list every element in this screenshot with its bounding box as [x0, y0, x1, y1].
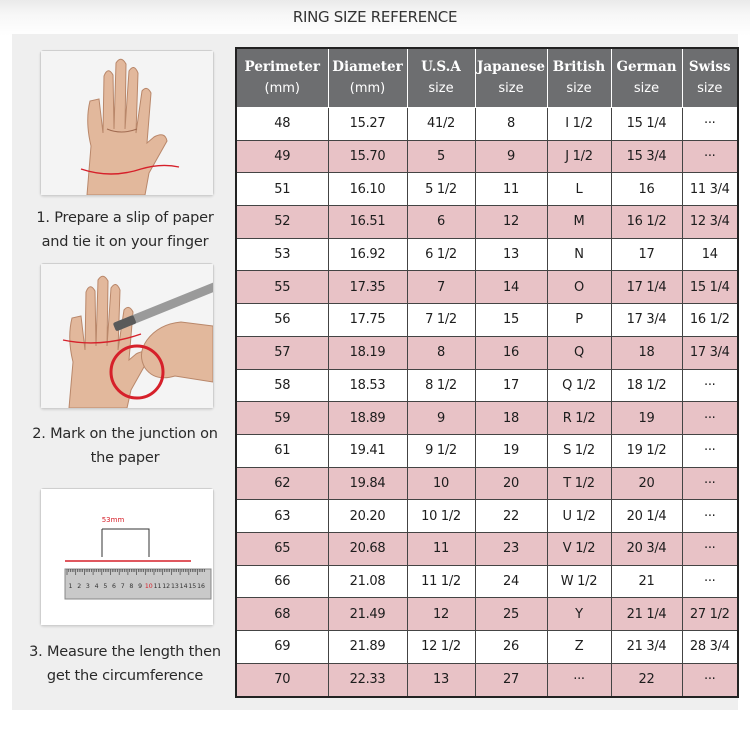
header-unit: size — [428, 81, 454, 96]
cell-japanese: 22 — [475, 500, 547, 533]
cell-german: 17 — [611, 238, 682, 271]
cell-swiss: ··· — [682, 369, 738, 402]
ruler-number: 6 — [112, 583, 116, 590]
table-header-row — [236, 48, 738, 108]
header-name: Diameter — [332, 59, 403, 75]
cell-german: 16 1/2 — [611, 206, 682, 239]
table-row — [236, 500, 738, 533]
ruler-number: 1 — [68, 583, 73, 590]
cell-diameter: 18.53 — [328, 369, 407, 402]
cell-usa: 41/2 — [407, 108, 475, 141]
cell-diameter: 15.70 — [328, 140, 407, 173]
step-1-illustration-hand-with-string — [40, 50, 214, 196]
cell-german: 20 — [611, 467, 682, 500]
cell-german: 18 — [611, 336, 682, 369]
header-name: Swiss — [688, 59, 731, 75]
hand-with-string-icon — [41, 51, 213, 195]
cell-usa: 9 — [407, 402, 475, 435]
cell-diameter: 17.35 — [328, 271, 407, 304]
step-3-line-1: 3. Measure the length then — [29, 644, 221, 660]
cell-diameter: 22.33 — [328, 663, 407, 697]
cell-swiss: ··· — [682, 108, 738, 141]
cell-japanese: 12 — [475, 206, 547, 239]
header-usa-size — [407, 48, 475, 108]
cell-diameter: 18.19 — [328, 336, 407, 369]
cell-usa: 5 — [407, 140, 475, 173]
cell-japanese: 11 — [475, 173, 547, 206]
cell-swiss: ··· — [682, 467, 738, 500]
cell-perimeter: 51 — [236, 173, 328, 206]
header-name: German — [616, 59, 677, 75]
table-row — [236, 206, 738, 239]
step-2-illustration-hand-with-pen — [40, 263, 214, 409]
cell-usa: 9 1/2 — [407, 434, 475, 467]
ruler-number: 4 — [94, 583, 99, 590]
cell-japanese: 13 — [475, 238, 547, 271]
cell-british: W 1/2 — [547, 565, 611, 598]
table-row — [236, 140, 738, 173]
ruler-number: 3 — [85, 583, 90, 590]
cell-swiss: ··· — [682, 500, 738, 533]
cell-japanese: 9 — [475, 140, 547, 173]
cell-british: O — [547, 271, 611, 304]
step-2-instructions — [20, 422, 230, 470]
cell-swiss: 17 3/4 — [682, 336, 738, 369]
cell-german: 18 1/2 — [611, 369, 682, 402]
cell-british: L — [547, 173, 611, 206]
header-british-size — [547, 48, 611, 108]
table-row — [236, 598, 738, 631]
cell-japanese: 16 — [475, 336, 547, 369]
cell-japanese: 27 — [475, 663, 547, 697]
header-name: Japanese — [477, 59, 545, 75]
cell-usa: 7 1/2 — [407, 304, 475, 337]
cell-usa: 13 — [407, 663, 475, 697]
cell-usa: 5 1/2 — [407, 173, 475, 206]
cell-british: Q — [547, 336, 611, 369]
header-name: Perimeter — [244, 59, 320, 75]
cell-usa: 10 1/2 — [407, 500, 475, 533]
cell-japanese: 8 — [475, 108, 547, 141]
cell-usa: 10 — [407, 467, 475, 500]
ruler-number: 5 — [103, 583, 108, 590]
cell-perimeter: 57 — [236, 336, 328, 369]
cell-diameter: 16.10 — [328, 173, 407, 206]
hand-with-pen-icon — [41, 264, 213, 408]
cell-british: Z — [547, 631, 611, 664]
table-row — [236, 402, 738, 435]
cell-japanese: 24 — [475, 565, 547, 598]
step-3-instructions — [20, 640, 230, 688]
table-row — [236, 108, 738, 141]
step-1-line-1: 1. Prepare a slip of paper — [36, 210, 214, 226]
ruler-number: 7 — [120, 583, 125, 590]
cell-british: P — [547, 304, 611, 337]
cell-perimeter: 61 — [236, 434, 328, 467]
cell-japanese: 18 — [475, 402, 547, 435]
header-unit: (mm) — [264, 81, 300, 96]
header-swiss-size — [682, 48, 738, 108]
table-row — [236, 663, 738, 697]
cell-japanese: 14 — [475, 271, 547, 304]
cell-usa: 6 — [407, 206, 475, 239]
step-1-line-2: and tie it on your finger — [41, 234, 209, 250]
cell-swiss: ··· — [682, 434, 738, 467]
ruler-number: 10 — [144, 583, 153, 590]
cell-german: 21 — [611, 565, 682, 598]
cell-swiss: 27 1/2 — [682, 598, 738, 631]
cell-swiss: ··· — [682, 663, 738, 697]
cell-japanese: 20 — [475, 467, 547, 500]
cell-german: 19 1/2 — [611, 434, 682, 467]
cell-british: V 1/2 — [547, 532, 611, 565]
cell-perimeter: 49 — [236, 140, 328, 173]
ruler-measure-label: 53mm — [101, 516, 125, 524]
cell-usa: 7 — [407, 271, 475, 304]
cell-diameter: 18.89 — [328, 402, 407, 435]
cell-diameter: 19.84 — [328, 467, 407, 500]
cell-perimeter: 53 — [236, 238, 328, 271]
cell-swiss: ··· — [682, 402, 738, 435]
table-row — [236, 271, 738, 304]
cell-swiss: 11 3/4 — [682, 173, 738, 206]
cell-swiss: 28 3/4 — [682, 631, 738, 664]
cell-british: S 1/2 — [547, 434, 611, 467]
cell-british: ··· — [547, 663, 611, 697]
header-unit: (mm) — [349, 81, 386, 96]
cell-perimeter: 58 — [236, 369, 328, 402]
cell-diameter: 17.75 — [328, 304, 407, 337]
table-row — [236, 173, 738, 206]
cell-usa: 11 1/2 — [407, 565, 475, 598]
table-row — [236, 565, 738, 598]
cell-perimeter: 65 — [236, 532, 328, 565]
step-1-instructions — [20, 206, 230, 254]
cell-swiss: ··· — [682, 565, 738, 598]
cell-british: M — [547, 206, 611, 239]
ruler-number: 9 — [138, 583, 143, 590]
cell-perimeter: 69 — [236, 631, 328, 664]
cell-perimeter: 66 — [236, 565, 328, 598]
cell-japanese: 23 — [475, 532, 547, 565]
header-name: U.S.A — [421, 59, 461, 75]
cell-diameter: 20.20 — [328, 500, 407, 533]
cell-diameter: 16.92 — [328, 238, 407, 271]
cell-japanese: 19 — [475, 434, 547, 467]
cell-usa: 8 1/2 — [407, 369, 475, 402]
cell-perimeter: 63 — [236, 500, 328, 533]
cell-german: 15 1/4 — [611, 108, 682, 141]
table-row — [236, 467, 738, 500]
header-unit: size — [633, 81, 660, 96]
cell-diameter: 21.08 — [328, 565, 407, 598]
cell-perimeter: 48 — [236, 108, 328, 141]
step-3-illustration-ruler-measure — [40, 488, 214, 626]
cell-usa: 8 — [407, 336, 475, 369]
cell-swiss: 14 — [682, 238, 738, 271]
cell-british: Y — [547, 598, 611, 631]
cell-german: 21 3/4 — [611, 631, 682, 664]
cell-diameter: 21.49 — [328, 598, 407, 631]
cell-diameter: 19.41 — [328, 434, 407, 467]
cell-british: Q 1/2 — [547, 369, 611, 402]
cell-german: 20 3/4 — [611, 532, 682, 565]
ruler-number: 12 — [162, 583, 171, 590]
ruler-number: 11 — [153, 583, 162, 590]
table-row — [236, 238, 738, 271]
table-row — [236, 532, 738, 565]
header-perimeter — [236, 48, 328, 108]
cell-british: U 1/2 — [547, 500, 611, 533]
cell-german: 20 1/4 — [611, 500, 682, 533]
cell-german: 15 3/4 — [611, 140, 682, 173]
ruler-measure-icon — [41, 489, 213, 625]
cell-diameter: 20.68 — [328, 532, 407, 565]
cell-usa: 11 — [407, 532, 475, 565]
cell-japanese: 26 — [475, 631, 547, 664]
ruler-number: 13 — [170, 583, 179, 590]
cell-perimeter: 62 — [236, 467, 328, 500]
cell-japanese: 25 — [475, 598, 547, 631]
cell-diameter: 16.51 — [328, 206, 407, 239]
header-german-size — [611, 48, 682, 108]
step-2-line-1: 2. Mark on the junction on — [32, 426, 218, 442]
cell-perimeter: 70 — [236, 663, 328, 697]
cell-british: R 1/2 — [547, 402, 611, 435]
cell-british: J 1/2 — [547, 140, 611, 173]
table-body — [236, 108, 738, 698]
cell-perimeter: 59 — [236, 402, 328, 435]
table-row — [236, 369, 738, 402]
cell-swiss: 15 1/4 — [682, 271, 738, 304]
cell-perimeter: 68 — [236, 598, 328, 631]
cell-british: I 1/2 — [547, 108, 611, 141]
header-japanese-size — [475, 48, 547, 108]
header-name: British — [552, 59, 606, 75]
table-row — [236, 336, 738, 369]
ruler-number: 8 — [129, 583, 134, 590]
cell-perimeter: 56 — [236, 304, 328, 337]
page-title: RING SIZE REFERENCE — [292, 8, 458, 26]
cell-japanese: 15 — [475, 304, 547, 337]
cell-german: 22 — [611, 663, 682, 697]
header-unit: size — [498, 81, 524, 96]
cell-german: 19 — [611, 402, 682, 435]
cell-swiss: 12 3/4 — [682, 206, 738, 239]
cell-usa: 6 1/2 — [407, 238, 475, 271]
cell-british: N — [547, 238, 611, 271]
cell-swiss: ··· — [682, 532, 738, 565]
table-row — [236, 304, 738, 337]
cell-swiss: 16 1/2 — [682, 304, 738, 337]
cell-usa: 12 1/2 — [407, 631, 475, 664]
ruler-number: 16 — [197, 583, 205, 590]
ruler-number: 15 — [188, 583, 197, 590]
table-row — [236, 631, 738, 664]
cell-swiss: ··· — [682, 140, 738, 173]
cell-british: T 1/2 — [547, 467, 611, 500]
cell-perimeter: 52 — [236, 206, 328, 239]
cell-german: 17 3/4 — [611, 304, 682, 337]
cell-german: 16 — [611, 173, 682, 206]
cell-diameter: 21.89 — [328, 631, 407, 664]
cell-german: 21 1/4 — [611, 598, 682, 631]
cell-german: 17 1/4 — [611, 271, 682, 304]
table-row — [236, 434, 738, 467]
ring-size-table — [235, 47, 739, 698]
header-diameter — [328, 48, 407, 108]
cell-diameter: 15.27 — [328, 108, 407, 141]
ruler-number: 2 — [77, 583, 82, 590]
cell-usa: 12 — [407, 598, 475, 631]
header-unit: size — [566, 81, 592, 96]
cell-perimeter: 55 — [236, 271, 328, 304]
step-3-line-2: get the circumference — [46, 668, 204, 684]
header-unit: size — [697, 81, 723, 96]
cell-japanese: 17 — [475, 369, 547, 402]
ruler-number: 14 — [179, 583, 188, 590]
step-2-line-2: the paper — [90, 450, 160, 466]
